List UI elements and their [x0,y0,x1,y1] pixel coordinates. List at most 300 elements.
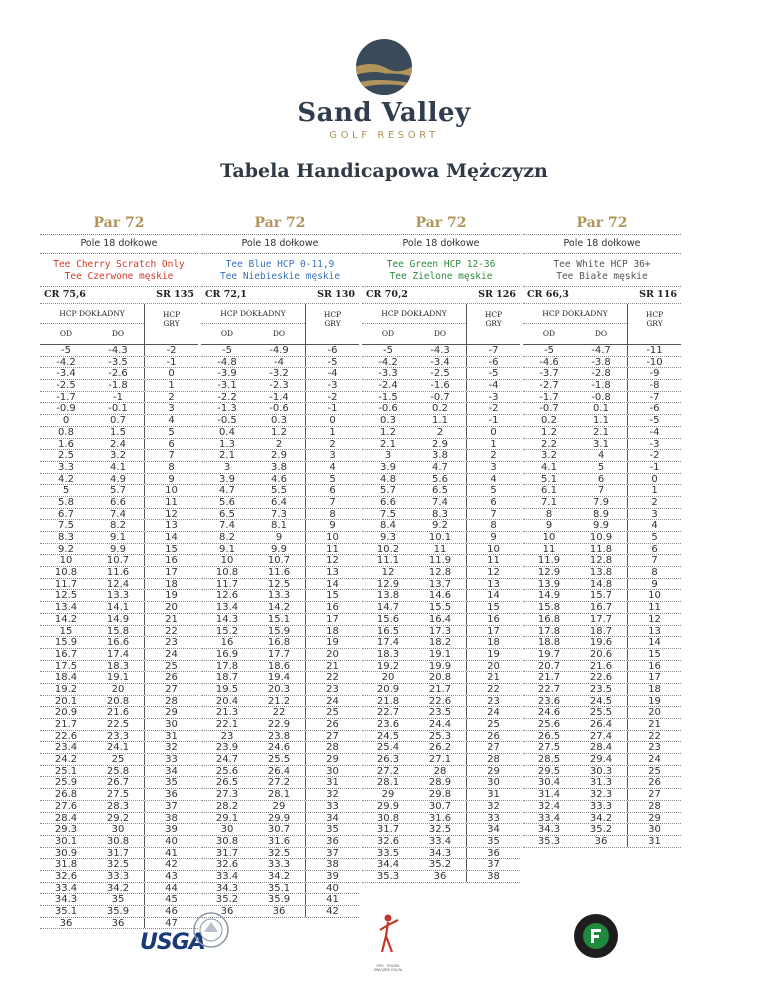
sand-valley-emblem-icon [352,38,416,96]
do-cell: 35.9 [267,894,291,906]
do-cell: -1.4 [269,391,289,403]
table-row [523,403,681,415]
table-row [523,509,681,521]
table-row [40,415,198,427]
table-row [201,579,359,591]
table-row [40,719,198,731]
od-cell: 35.3 [537,835,561,847]
hcp-gry-cell: 11 [305,544,359,555]
od-cell: 5.7 [380,485,396,497]
hcp-gry-cell: 22 [466,684,520,695]
table-row [201,403,359,415]
od-cell: 12.9 [376,578,400,590]
hcp-gry-cell: 10 [144,485,198,496]
table-row [523,368,681,380]
od-cell: 32.6 [376,835,400,847]
do-cell: 27.2 [267,777,291,789]
od-cell: 20.9 [54,707,78,719]
hcp-gry-cell: 26 [466,731,520,742]
od-cell: 3.2 [541,450,557,462]
hcp-gry-cell: 4 [466,474,520,485]
do-cell: 2.9 [271,450,287,462]
hcp-gry-cell: 27 [305,731,359,742]
do-cell: 34.2 [267,870,291,882]
od-cell: 8.2 [219,532,235,543]
hcp-gry-cell: 44 [144,883,198,894]
od-cell: 34.3 [537,824,561,836]
hcp-gry-cell: 12 [466,567,520,578]
do-cell: 7.9 [593,496,609,508]
do-cell: 25.5 [589,707,613,719]
do-cell: 35 [111,894,125,906]
do-cell: 34.2 [589,812,613,824]
hcp-gry-cell: 23 [305,684,359,695]
table-row [362,672,520,684]
od-cell: 14.9 [537,590,561,602]
hcp-gry-header-line2: GRY [324,319,341,328]
hcp-gry-cell: 11 [144,497,198,508]
od-cell: 4.1 [541,461,557,473]
hcp-dokladny-header: HCP DOKŁADNY [201,304,305,324]
do-cell: 7.4 [432,496,448,508]
hcp-gry-cell: 2 [144,392,198,403]
table-row [40,544,198,556]
table-row [40,602,198,614]
od-cell: 23.6 [537,695,561,707]
table-row [362,626,520,638]
od-cell: 24.7 [215,754,239,766]
do-cell: 2.4 [110,438,126,450]
hcp-gry-cell: 36 [144,789,198,800]
table-row [40,392,198,404]
tee-column-3 [362,212,520,883]
od-cell: 21.7 [537,672,561,684]
table-row [362,661,520,673]
od-cell: 29.9 [376,800,400,812]
hcp-gry-cell: 41 [305,894,359,905]
table-row [362,637,520,649]
hcp-gry-header-line1: HCP [484,310,503,319]
od-cell: 9.1 [219,543,235,555]
table-row [362,731,520,743]
od-cell: 31.8 [54,859,78,871]
table-row [40,579,198,591]
table-row [523,427,681,439]
tee-description: Tee Zielone męskie [389,271,493,282]
od-cell: 21.3 [215,707,239,719]
hcp-gry-cell: 43 [144,871,198,882]
od-cell: -4.2 [56,356,76,368]
table-row [523,801,681,813]
do-cell: 13.8 [589,567,613,579]
table-row [523,345,681,357]
table-row [201,871,359,883]
od-cell: 15.6 [376,613,400,625]
table-row [523,474,681,486]
hcp-gry-cell: 6 [305,485,359,496]
do-cell: 15.7 [589,590,613,602]
hcp-gry-cell: 40 [305,883,359,894]
rating-row [40,287,198,304]
table-row [362,614,520,626]
hcp-gry-cell: 18 [627,684,681,695]
hcp-gry-cell: 3 [466,462,520,473]
table-header [40,304,198,345]
do-cell: 23.5 [428,707,452,719]
do-cell: -3.8 [591,356,611,368]
hcp-gry-cell: 15 [466,602,520,613]
table-row [362,567,520,579]
od-cell: 30.4 [537,777,561,789]
course-rating: CR 75,6 [44,289,86,300]
od-cell: -0.5 [217,415,237,427]
hcp-gry-cell: -7 [627,392,681,403]
tee-name: Tee White HCP 36+ [553,259,651,270]
table-row [201,637,359,649]
od-cell: 11.9 [537,555,561,567]
hcp-gry-cell: -11 [627,345,681,356]
hcp-gry-cell: 3 [144,403,198,414]
od-cell: 22.7 [537,683,561,695]
do-cell: 25.5 [267,754,291,766]
hcp-gry-header-line2: GRY [646,319,663,328]
hcp-gry-cell: -2 [627,450,681,461]
od-cell: -2.4 [378,380,398,392]
hcp-gry-cell: 1 [627,485,681,496]
hcp-gry-cell: 23 [144,637,198,648]
do-cell: 36 [111,917,125,929]
hcp-gry-cell: 9 [305,520,359,531]
table-row [523,544,681,556]
table-row [523,415,681,427]
do-cell: 31.6 [267,835,291,847]
do-cell: 5.6 [432,473,448,485]
table-row [201,859,359,871]
table-row [201,392,359,404]
hcp-gry-cell: 24 [466,707,520,718]
hcp-gry-cell: -1 [466,415,520,426]
do-cell: 30.8 [106,835,130,847]
od-cell: 8 [545,508,553,520]
hcp-gry-cell: 10 [627,590,681,601]
table-row [362,707,520,719]
do-cell: -1 [113,391,123,403]
do-cell: 33.3 [106,870,130,882]
do-cell: 22 [272,707,286,719]
od-cell: 10 [542,532,556,543]
hcp-gry-cell: 30 [305,766,359,777]
table-row [362,380,520,392]
do-cell: 11.6 [267,567,291,579]
table-row [362,649,520,661]
od-cell: 23.9 [215,742,239,754]
hcp-gry-cell: 31 [627,836,681,847]
od-cell: 33.4 [537,812,561,824]
od-cell: 35.2 [215,894,239,906]
do-cell: -0.1 [108,403,128,415]
od-cell: 26.5 [215,777,239,789]
brand-subtitle: GOLF RESORT [329,130,439,141]
table-row [40,380,198,392]
od-cell: 15.9 [54,637,78,649]
table-row [40,427,198,439]
do-cell: 31.7 [106,847,130,859]
hcp-gry-cell: 39 [144,824,198,835]
od-cell: 23 [220,730,234,742]
do-header: DO [111,329,125,338]
hcp-gry-cell: -5 [305,357,359,368]
table-row [523,672,681,684]
do-cell: 27.5 [106,789,130,801]
table-row [523,357,681,369]
od-cell: 20.1 [54,695,78,707]
do-cell: 22.9 [267,719,291,730]
pzg-logo [368,912,408,972]
hcp-gry-cell: 6 [627,544,681,555]
hcp-gry-cell: 30 [627,824,681,835]
hcp-gry-cell: 5 [305,474,359,485]
od-cell: 31.7 [376,824,400,836]
table-row [201,672,359,684]
od-cell: 19.7 [537,648,561,660]
table-row [40,836,198,848]
do-cell: 12.5 [267,578,291,590]
table-row [523,696,681,708]
do-cell: 30.7 [428,800,452,812]
hcp-gry-cell: 29 [627,813,681,824]
table-row [523,777,681,789]
od-cell: 20.4 [215,695,239,707]
course-rating: CR 66,3 [527,289,569,300]
hcp-gry-cell: 7 [144,450,198,461]
do-cell: 16.7 [589,602,613,614]
od-cell: 1.3 [219,438,235,450]
do-cell: 11.8 [589,543,613,555]
do-cell: 10.7 [106,555,130,567]
hcp-gry-cell: 1 [144,380,198,391]
do-header: DO [433,329,447,338]
usga-logo: USGA [140,930,205,955]
table-row [201,555,359,567]
od-cell: 19.5 [215,683,239,695]
od-cell: 34.3 [54,894,78,906]
table-row [523,567,681,579]
table-row [40,813,198,825]
hcp-gry-cell: 36 [305,836,359,847]
od-header: OD [381,329,395,338]
do-cell: 25 [111,754,125,766]
table-row [523,590,681,602]
do-cell: 28.9 [428,777,452,789]
od-cell: 24.2 [54,754,78,766]
tee-label [40,254,198,287]
do-cell: 8.2 [110,520,126,532]
hcp-gry-cell: 47 [144,918,198,929]
hcp-gry-cell: 6 [144,439,198,450]
od-cell: 17.5 [54,660,78,672]
od-cell: 7.1 [541,496,557,508]
od-cell: 3.3 [58,461,74,473]
table-row [40,345,198,357]
do-cell: -0.8 [591,391,611,403]
hcp-gry-cell: 8 [305,509,359,520]
table-row [201,462,359,474]
hcp-gry-cell: -2 [305,392,359,403]
do-cell: 24.6 [267,742,291,754]
table-row [40,848,198,860]
od-cell: -3.3 [378,368,398,380]
do-cell: 10.7 [267,555,291,567]
od-cell: 0.2 [541,415,557,427]
tee-column-1 [40,212,198,929]
hcp-gry-cell: 29 [144,707,198,718]
do-cell: 32.5 [106,859,130,871]
table-row [362,392,520,404]
handicap-table [362,345,520,883]
do-cell: 9.9 [110,543,126,555]
table-row [201,824,359,836]
table-row [523,649,681,661]
hcp-gry-cell: 31 [305,777,359,788]
hcp-gry-cell: 27 [144,684,198,695]
do-cell: 9 [275,532,283,543]
od-cell: 31.4 [537,789,561,801]
od-cell: 16.5 [376,625,400,637]
hcp-gry-cell: 13 [466,579,520,590]
table-row [523,742,681,754]
hcp-gry-cell: 23 [466,696,520,707]
do-cell: 23.5 [589,683,613,695]
hcp-gry-cell: 20 [466,661,520,672]
od-cell: 23.6 [376,719,400,730]
hcp-gry-cell: 30 [144,719,198,730]
do-cell: 32.5 [428,824,452,836]
slope-rating: SR 135 [156,289,194,300]
hcp-dokladny-header: HCP DOKŁADNY [362,304,466,324]
do-cell: 1.5 [110,426,126,438]
od-cell: 29.3 [54,824,78,836]
table-row [362,427,520,439]
od-cell: 0.4 [219,426,235,438]
do-cell: 35.1 [267,882,291,894]
table-row [523,813,681,825]
table-row [40,520,198,532]
hcp-gry-cell: 33 [305,801,359,812]
od-cell: 22.6 [54,730,78,742]
table-row [523,707,681,719]
table-row [201,509,359,521]
handicap-table [40,345,198,929]
table-row [201,707,359,719]
od-cell: 20 [381,672,395,684]
od-cell: 10 [59,555,73,567]
table-row [201,450,359,462]
hcp-gry-cell: 17 [305,614,359,625]
table-row [40,696,198,708]
od-cell: -2.2 [217,391,237,403]
do-cell: 24.1 [106,742,130,754]
od-cell: 20.9 [376,683,400,695]
hcp-gry-cell: 18 [305,626,359,637]
od-cell: -4.6 [539,356,559,368]
hcp-gry-cell: 4 [627,520,681,531]
hcp-gry-header-line1: HCP [162,310,181,319]
hcp-gry-cell: 25 [144,661,198,672]
tee-description: Tee Białe męskie [556,271,648,282]
do-cell: 3.8 [432,450,448,462]
hcp-gry-cell: 37 [466,859,520,870]
do-cell: 36 [272,906,286,917]
table-row [201,894,359,906]
table-row [201,742,359,754]
table-row [362,871,520,883]
table-row [201,836,359,848]
do-cell: 10.9 [589,532,613,543]
hcp-gry-cell: 9 [627,579,681,590]
table-row [201,813,359,825]
do-cell: 34.2 [106,882,130,894]
hcp-gry-cell: 20 [627,707,681,718]
od-cell: 18.3 [376,648,400,660]
od-header: OD [542,329,556,338]
od-cell: 0 [62,415,70,427]
table-row [523,731,681,743]
od-cell: 13.8 [376,590,400,602]
do-cell: 20.8 [428,672,452,684]
od-cell: 9 [545,520,553,532]
do-cell: 7.3 [271,508,287,520]
do-cell: 12.8 [589,555,613,567]
course-rating: CR 72,1 [205,289,247,300]
do-cell: 24.4 [428,719,452,730]
od-cell: -4.8 [217,356,237,368]
hcp-gry-cell: 32 [305,789,359,800]
do-cell: 29.9 [267,812,291,824]
do-cell: 18.6 [267,660,291,672]
od-cell: 28.2 [215,800,239,812]
table-row [523,719,681,731]
table-row [523,497,681,509]
od-cell: -1.7 [539,391,559,403]
hcp-gry-cell: 37 [144,801,198,812]
do-cell: 9.1 [110,532,126,543]
do-cell: 33.3 [589,800,613,812]
hcp-gry-cell: 8 [144,462,198,473]
hcp-gry-cell: 38 [305,859,359,870]
table-row [523,824,681,836]
table-header [201,304,359,345]
do-cell: 7 [597,485,605,497]
hcp-gry-cell: 28 [144,696,198,707]
od-cell: 18.4 [54,672,78,684]
do-cell: 20.3 [267,683,291,695]
do-cell: 14.9 [106,613,130,625]
od-cell: 2.1 [219,450,235,462]
hcp-gry-cell: -2 [466,403,520,414]
table-row [40,403,198,415]
table-row [40,883,198,895]
do-cell: 17.7 [589,613,613,625]
hcp-gry-cell: 37 [305,848,359,859]
hcp-gry-cell: 34 [144,766,198,777]
do-cell: 17.7 [267,648,291,660]
od-cell: 1.2 [541,426,557,438]
hcp-gry-cell: 26 [305,719,359,730]
hcp-gry-cell: 15 [305,590,359,601]
do-cell: 20 [111,683,125,695]
table-row [201,801,359,813]
od-header: OD [220,329,234,338]
